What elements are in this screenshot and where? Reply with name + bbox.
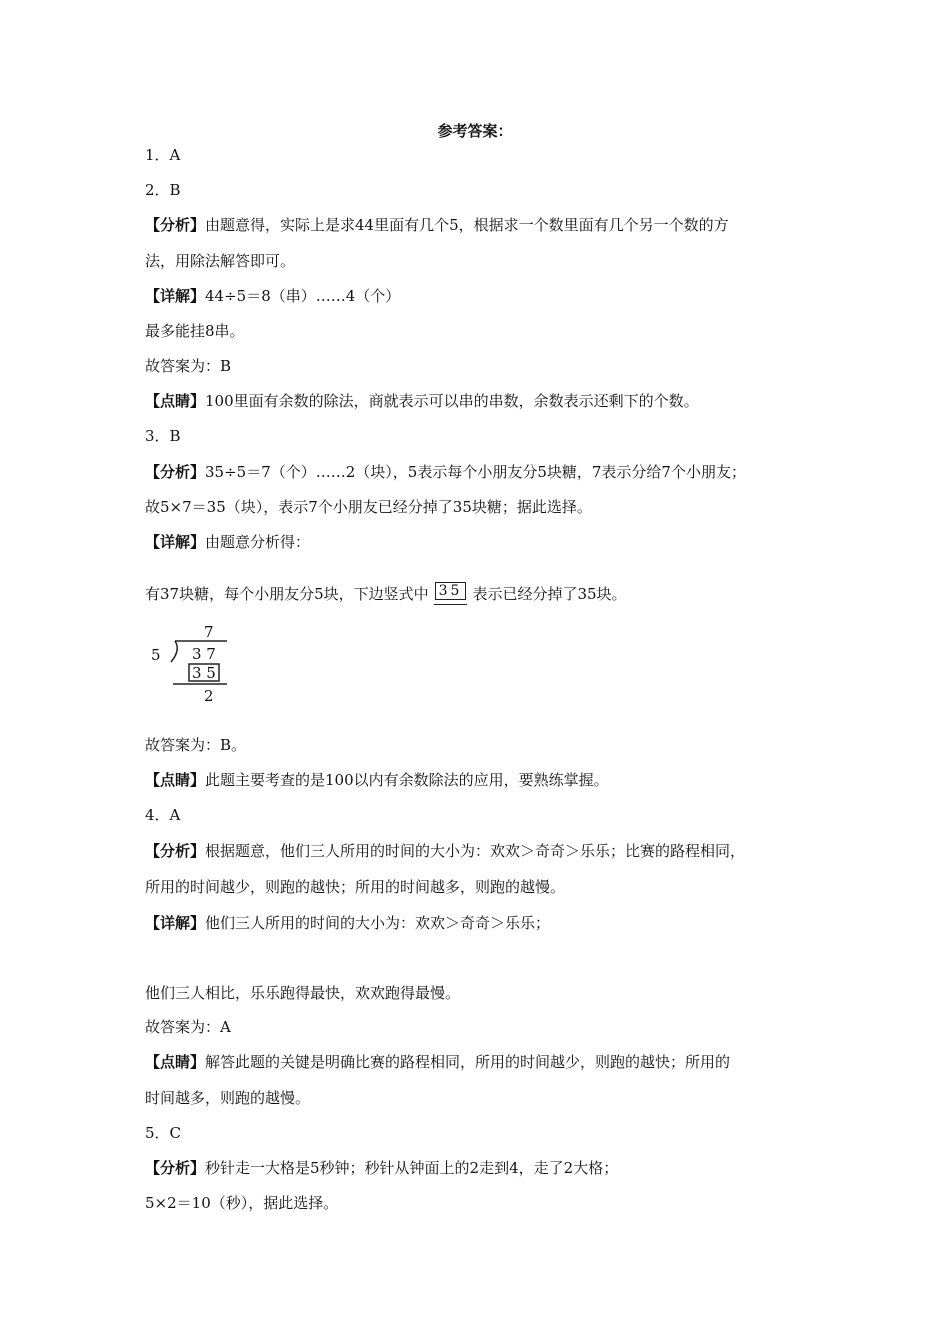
detail-tag: 【详解】 [145,914,206,932]
q4-analysis-line-2: 所用的时间越少，则跑的越快；所用的时间越多，则跑的越慢。 [145,878,566,896]
detail-text: 44÷5＝8（串）……4（个） [205,287,401,305]
q4-answer: 故答案为：A [145,1018,231,1036]
q2-detail-line-1 [145,286,400,306]
answer-5: 5．C [145,1124,182,1142]
detail-text: 他们三人所用的时间的大小为：欢欢＞奇奇＞乐乐； [205,914,551,932]
detail-tag: 【详解】 [145,287,206,305]
q3-analysis-line-2: 故5×7＝35（块），表示7个小朋友已经分掉了35块糖；据此选择。 [145,498,592,516]
analysis-text: 35÷5＝7（个）……2（块），5表示每个小朋友分5块糖，7表示分给7个小朋友； [205,463,746,481]
q2-detail-line-2: 最多能挂8串。 [145,322,245,340]
analysis-text: 秒针走一大格是5秒钟；秒针从钟面上的2走到4，走了2大格； [205,1159,619,1177]
detail-text: 由题意分析得： [205,533,311,551]
page-title: 参考答案： [437,122,513,140]
remainder: 2 [204,687,214,705]
detail-tag: 【详解】 [145,533,206,551]
q2-analysis-line-2: 法，用除法解答即可。 [145,252,296,270]
q5-analysis-line-2: 5×2＝10（秒），据此选择。 [145,1194,339,1212]
analysis-tag: 【分析】 [145,463,206,481]
answer-3: 3．B [145,427,181,445]
analysis-tag: 【分析】 [145,842,206,860]
point-tag: 【点睛】 [145,392,206,410]
analysis-tag: 【分析】 [145,1159,206,1177]
boxed-number: 35 [435,582,467,600]
q2-answer: 故答案为：B [145,357,232,375]
point-text: 此题主要考查的是100以内有余数除法的应用，要熟练掌握。 [205,771,609,789]
point-tag: 【点睛】 [145,1053,206,1071]
dividend: 3 7 [192,645,216,663]
q3-point [145,770,609,790]
detail-text-b: 表示已经分掉了35块。 [472,585,627,603]
q4-analysis-line-1 [145,841,745,861]
q3-detail-line-2 [145,582,627,604]
q4-point-line-2: 时间越多，则跑的越慢。 [145,1089,311,1107]
q3-analysis-line-1 [145,462,746,482]
point-text: 解答此题的关键是明确比赛的路程相同，所用的时间越少，则跑的越快；所用的 [205,1053,731,1071]
divisor: 5 [151,646,161,664]
q2-point [145,391,699,411]
answer-2: 2．B [145,181,181,199]
quotient: 7 [204,623,214,641]
long-division-diagram [145,620,255,710]
analysis-tag: 【分析】 [145,216,206,234]
point-text: 100里面有余数的除法，商就表示可以串的串数，余数表示还剩下的个数。 [205,392,699,410]
analysis-text: 根据题意，他们三人所用的时间的大小为：欢欢＞奇奇＞乐乐；比赛的路程相同， [205,842,746,860]
point-tag: 【点睛】 [145,771,206,789]
product: 3 5 [192,664,216,682]
q4-point-line-1 [145,1052,730,1072]
q5-analysis-line-1 [145,1158,618,1178]
q2-analysis-line-1 [145,215,729,235]
q4-detail-line-2: 他们三人相比，乐乐跑得最快，欢欢跑得最慢。 [145,984,461,1002]
q3-answer: 故答案为：B。 [145,736,247,754]
analysis-text: 由题意得，实际上是求44里面有几个5，根据求一个数里面有几个另一个数的方 [205,216,729,234]
detail-text-a: 有37块糖，每个小朋友分5块，下边竖式中 [145,585,429,603]
q3-detail-line-1 [145,532,310,552]
answer-1: 1．A [145,146,181,164]
q4-detail-line-1 [145,913,550,933]
answer-4: 4．A [145,806,181,824]
